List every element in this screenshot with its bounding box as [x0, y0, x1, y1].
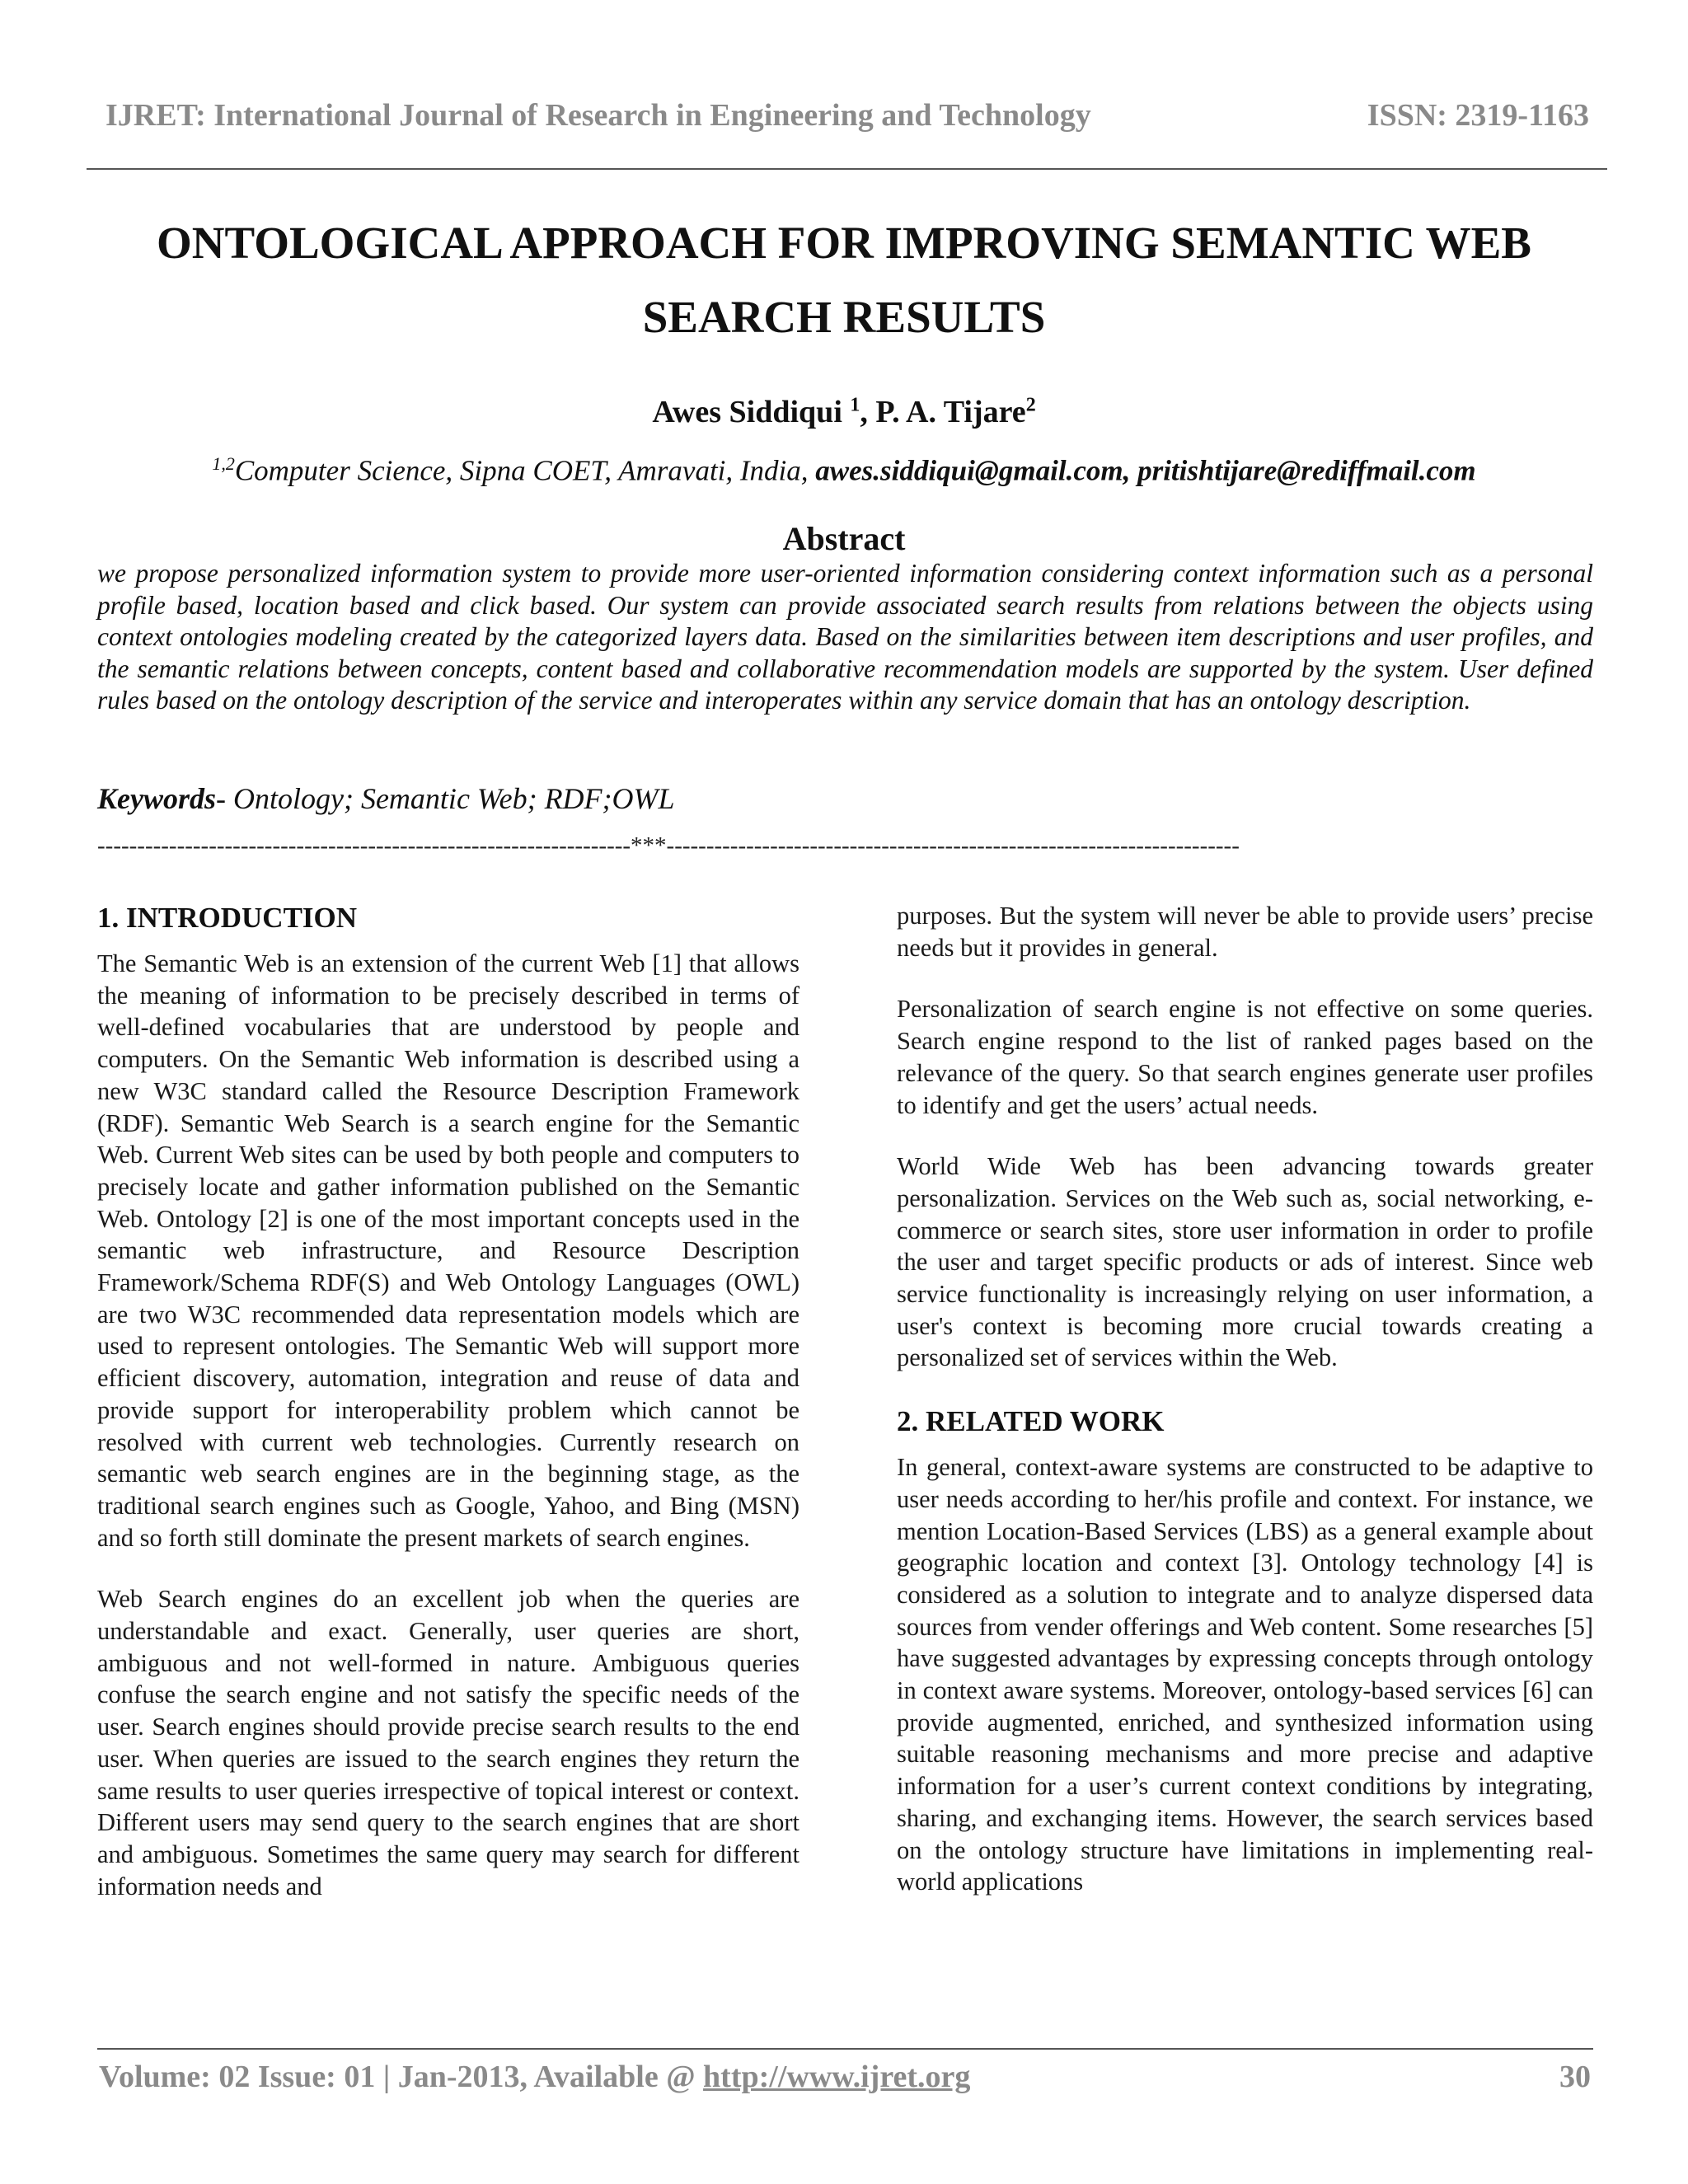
paper-title: [99, 206, 1589, 354]
author-sep: ,: [860, 395, 876, 429]
introduction-heading: 1. INTRODUCTION: [97, 902, 358, 934]
paper-title-line-1: ONTOLOGICAL APPROACH FOR IMPROVING SEMANTIC WEB: [157, 218, 1531, 268]
abstract-heading: Abstract: [782, 520, 906, 557]
author-2-sup: 2: [1025, 394, 1036, 416]
right-paragraph-2: Personalization of search engine is not effective on some queries. Search engine respond to the list of ranked pages based on the relevance of the query. So that search engines generate user profiles to identify and get the users’ actual needs.: [897, 995, 1593, 1119]
footer-volume-text: Volume: 02 Issue: 01 | Jan-2013, Available @: [99, 2060, 704, 2094]
related-work-heading: 2. RELATED WORK: [897, 1405, 1165, 1438]
left-column: [97, 900, 799, 1932]
affil-sup: 1,2: [212, 453, 235, 474]
keywords: [97, 781, 675, 816]
section-separator: -------------------------------------------------------------------***------------------------------------------------------------------------: [97, 832, 1240, 859]
right-paragraph-3: World Wide Web has been advancing towards greater personalization. Services on the Web such as, social networking, e-commerce or search sites, store user information in order to profile the user and target specific products or ads of interest. Since web service functionality is increasingly relying on user information, a user's context is becoming more crucial towards creating a personalized set of services within the Web.: [897, 1152, 1593, 1372]
keywords-text: - Ontology; Semantic Web; RDF;OWL: [216, 782, 675, 815]
author-emails: awes.siddiqui@gmail.com, pritishtijare@rediffmail.com: [815, 454, 1476, 487]
author-1-sup: 1: [850, 394, 860, 416]
footer-divider: [97, 2048, 1593, 2050]
right-paragraph-1: purposes. But the system will never be able to provide users’ precise needs but it provides in general.: [897, 902, 1593, 962]
author-2: P. A. Tijare: [875, 395, 1026, 429]
right-column: [897, 900, 1593, 1928]
intro-paragraph-1: The Semantic Web is an extension of the current Web [1] that allows the meaning of information to be precisely described in terms of well-defined vocabularies that are understood by people and computers. On the Semantic Web information is described using a new W3C standard called the Resource Description Framework (RDF). Semantic Web Search is a search engine for the Semantic Web. Current Web sites can be used by both people and computers to precisely locate and gather information published on the Semantic Web. Ontology [2] is one of the most important concepts used in the semantic web infrastructure, and Resource Description Framework/Schema RDF(S) and Web Ontology Languages (OWL) are two W3C recommended data representation models which are used to represent ontologies. The Semantic Web will support more efficient discovery, automation, integration and reuse of data and provide support for interoperability problem which cannot be resolved with current web technologies. Currently research on semantic web search engines are in the beginning stage, as the traditional search engines such as Google, Yahoo, and Bing (MSN) and so forth still dominate the present markets of search engines.: [97, 949, 799, 1552]
intro-paragraph-2: Web Search engines do an excellent job when the queries are understandable and exact. Generally, user queries are short, ambiguous and not well-formed in nature. Ambiguous queries confuse the search engine and not satisfy the specific needs of the user. Search engines should provide precise search results to the end user. When queries are issued to the search engines they return the same results to user queries irrespective of topical interest or context. Different users may send query to the search engines that are short and ambiguous. Sometimes the same query may search for different information needs and: [97, 1585, 799, 1900]
header-divider: [87, 168, 1607, 170]
keywords-label: Keywords: [97, 782, 216, 815]
footer-volume: [99, 2059, 970, 2095]
author-1: Awes Siddiqui: [652, 395, 842, 429]
page-number: 30: [1559, 2060, 1591, 2094]
related-paragraph-1: In general, context-aware systems are constructed to be adaptive to user needs according to her/his profile and context. For instance, we mention Location-Based Services (LBS) as a general example about geographic location and context [3]. Ontology technology [4] is considered as a solution to integrate and to analyze dispersed data sources from vender offerings and Web content. Some researches [5] have suggested advantages by expressing concepts through ontology in context aware systems. Moreover, ontology-based services [6] can provide augmented, enriched, and synthesized information using suitable reasoning mechanisms and more precise and adaptive information for a user’s current context conditions by integrating, sharing, and exchanging items. However, the search services based on the ontology structure have limitations in implementing real-world applications: [897, 1453, 1593, 1896]
journal-title: IJRET: International Journal of Research in Engineering and Technology: [106, 98, 1091, 133]
paper-title-line-2: SEARCH RESULTS: [642, 292, 1046, 342]
abstract-text: we propose personalized information system to provide more user-oriented information considering context information such as a personal profile based, location based and click based. Our system can provide associated search results from relations between the objects using context ontologies modeling created by the categorized layers data. Based on the similarities between item descriptions and user profiles, and the semantic relations between concepts, content based and collaborative recommendation models are supported by the system. User defined rules based on the ontology description of the service and interoperates within any service domain that has an ontology description.: [97, 559, 1593, 715]
issn: ISSN: 2319-1163: [1367, 98, 1589, 133]
authors: [99, 394, 1589, 430]
affiliation: [99, 453, 1589, 488]
affil-text: Computer Science, Sipna COET, Amravati, India,: [234, 454, 816, 487]
journal-link[interactable]: http://www.ijret.org: [703, 2060, 971, 2094]
